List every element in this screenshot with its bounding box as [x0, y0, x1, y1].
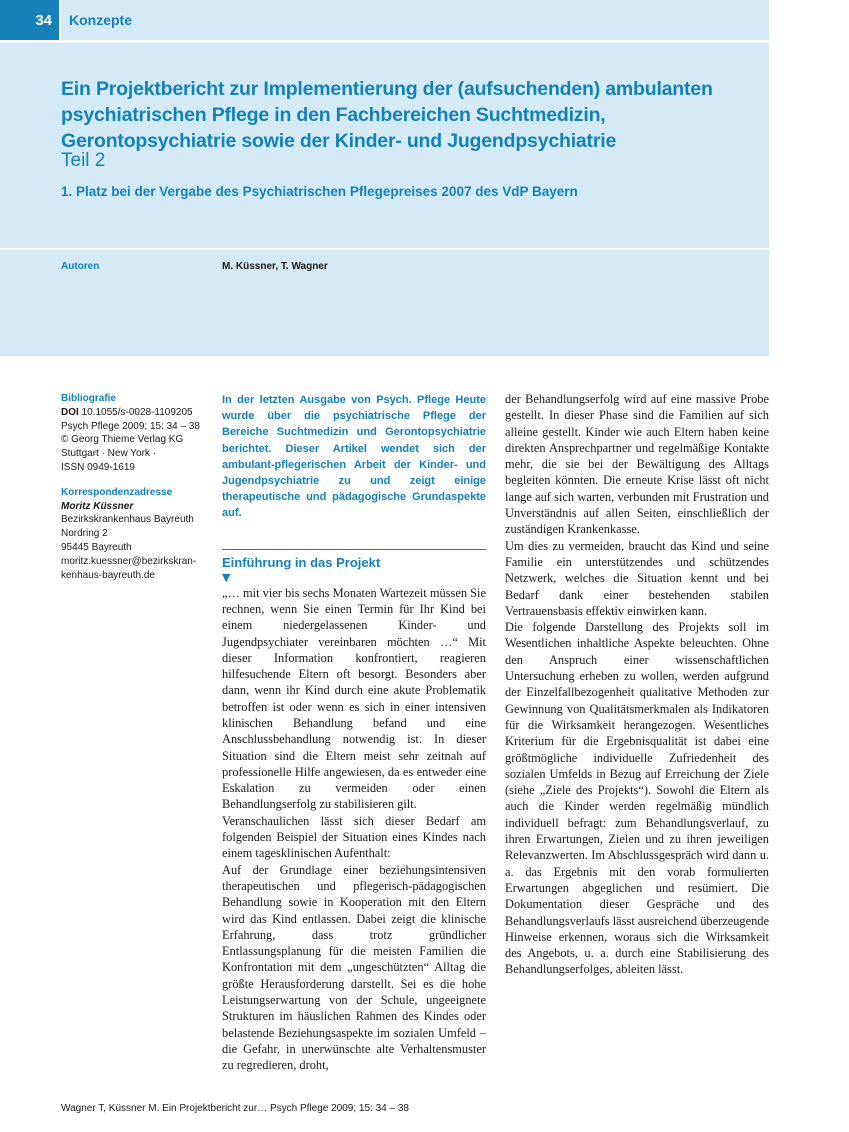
- correspondence-heading: Korrespondenzadresse: [61, 486, 173, 498]
- address-line-1: Bezirkskrankenhaus Bayreuth: [61, 514, 194, 526]
- paragraph: „… mit vier bis sechs Monaten Wartezeit müssen Sie rechnen, wenn Sie einen Termin für Ihr Kind bei einem niedergelassenen Kinder- und Jugendpsychiater vereinbaren möchten …“ Mit dieser Information konfrontiert, reagieren hilfesuchende Eltern oft besorgt. Besonders aber dann, wenn ihr Kind durch eine akute Problematik betroffen ist oder wenn es sich in einer intensiven klinischen Behandlung befand und eine Anschlussbehandlung notwendig ist. In dieser Situation sind die Eltern meist sehr zeitnah auf professionelle Hilfe angewiesen, da es entweder eine Eskalation zu vermeiden oder einen Behandlungserfolg zu stabilisieren gilt.: [222, 585, 486, 812]
- article-part: Teil 2: [61, 150, 106, 171]
- page-number: 34: [0, 0, 59, 40]
- bibliography-heading: Bibliografie: [61, 393, 117, 404]
- contact-name: Moritz Küssner: [61, 500, 134, 512]
- title-block: [0, 43, 769, 248]
- triangle-marker-icon: ▼: [222, 570, 231, 584]
- text-column-1: [222, 392, 486, 1074]
- section-label: Konzepte: [61, 0, 769, 40]
- paragraph: Auf der Grundlage einer beziehungsintensiven therapeutischen und pflegerisch-pädagogischen Behandlung sowie in Kooperation mit den Eltern wird das Kind entlassen. Dabei zeigt die klinische Erfahrung, dass trotz gründlicher Entlassungsplanung für die meisten Familien die Konfrontation mit dem „ungeschützten“ Alltag die größte Herausforderung darstellt. Sei es die hohe Leistungserwartung von der Schule, ungeeignete Strukturen im häuslichen Rahmen des Kindes oder belastende Beziehungsaspekte im sozialen Umfeld – die Gefahr, in unerwünschte alte Verhaltensmuster zu regredieren, droht,: [222, 862, 486, 1073]
- copyright-line: © Georg Thieme Verlag KG: [61, 434, 184, 446]
- address-line-2: Nordring 2: [61, 528, 108, 540]
- doi-line: [61, 406, 211, 420]
- paragraph: Die folgende Darstellung des Projekts soll im Wesentlichen inhaltliche Aspekte beleuchten. Ohne den Anspruch einer wissenschaftlichen Untersuchung erheben zu wollen, werden aufgrund der Einzelfallbezogenheit qualitative Methoden zur Gewinnung von Qualitätsmerkmalen als Indikatoren für die Wirksamkeit herangezogen. Wesentliches Kriterium für die Ergebnisqualität ist dabei eine größtmögliche individuelle Zufriedenheit des sozialen Umfelds in Bezug auf Erreichung der Ziele (siehe „Ziele des Projekts“). Sowohl die Eltern als auch die Kinder werden regelmäßig mündlich individuell befragt: zum Behandlungsverlauf, zu ihren Erwartungen, Zielen und zu ihren jeweiligen Relevanzwerten. Im Abschlussgespräch wird dann u. a. das Ergebnis mit den vorab formulierten Erwartungen abgeglichen und resümiert. Die Dokumentation dieser Gespräche und des Behandlungsverlaufs lässt ausreichend überzeugende Hinweise erkennen, woraus sich die Wirksamkeit des Angebots, u. a. durch eine Stabilisierung des Behandlungserfolges, ableiten lässt.: [505, 620, 769, 977]
- article-title: Ein Projektbericht zur Implementierung der (aufsuchenden) ambulanten psychiatrischen Pflege in den Fachbereichen Suchtmedizin, Gerontopsychiatrie sowie der Kinder- und Jugendpsychiatrie: [61, 78, 713, 152]
- email-line-1[interactable]: moritz.kuessner@bezirkskran-: [61, 555, 197, 567]
- author-names: M. Küssner, T. Wagner: [222, 261, 328, 272]
- location-line: Stuttgart · New York ·: [61, 448, 157, 460]
- paragraph: der Behandlungserfolg wird auf eine massive Probe gestellt. In dieser Phase sind die Familien auf sich alleine gestellt. Kinder wie auch Eltern haben keine direkten Ansprechpartner und regelmäßige Kontakte mehr, die sie bei der Bewältigung des Alltags begleiten könnten. Die erneute Krise lässt oft nicht lange auf sich warten, verbunden mit Frustration und Unverständnis auf allen Seiten, einschließlich der zuständigen Krankenkasse.: [505, 392, 769, 537]
- issn-line: ISSN 0949-1619: [61, 461, 135, 473]
- sidebar: [61, 392, 211, 582]
- section-heading: Einführung in das Projekt: [222, 554, 381, 570]
- article-subtitle: 1. Platz bei der Vergabe des Psychiatrischen Pflegepreises 2007 des VdP Bayern: [61, 184, 578, 199]
- doi-label: DOI: [61, 406, 79, 418]
- page-footer: Wagner T, Küssner M. Ein Projektbericht zur… Psych Pflege 2009; 15: 34 – 38: [61, 1103, 409, 1114]
- doi-value[interactable]: 10.1055/s-0028-1109205: [78, 406, 193, 418]
- address-line-3: 95445 Bayreuth: [61, 541, 132, 553]
- author-block: [0, 250, 769, 356]
- text-column-2: [505, 391, 769, 978]
- paragraph: Veranschaulichen lässt sich dieser Bedarf am folgenden Beispiel der Situation eines Kindes nach einem tagesklinischen Aufenthalt:: [222, 813, 486, 861]
- paragraph: Um dies zu vermeiden, braucht das Kind und seine Familie ein unterstützendes und schützendes Netzwerk, welches die Situation kennt und bei Bedarf dank einer bestehenden stabilen Vertrauensbasis effektiv einwirken kann.: [505, 538, 769, 618]
- citation-line: Psych Pflege 2009; 15: 34 – 38: [61, 420, 200, 432]
- authors-label: Autoren: [61, 261, 100, 272]
- section-rule: [222, 549, 486, 550]
- abstract: In der letzten Ausgabe von Psych. Pflege Heute wurde über die psychiatrische Pflege der Bereiche Suchtmedizin und Gerontopsychiatrie berichtet. Dieser Artikel wendet sich der ambulant-pflegerischen Arbeit der Kinder- und Jugendpsychiatrie zu und zeigt einige therapeutische und pädagogische Grundaspekte auf.: [222, 394, 486, 520]
- email-line-2[interactable]: kenhaus-bayreuth.de: [61, 569, 155, 581]
